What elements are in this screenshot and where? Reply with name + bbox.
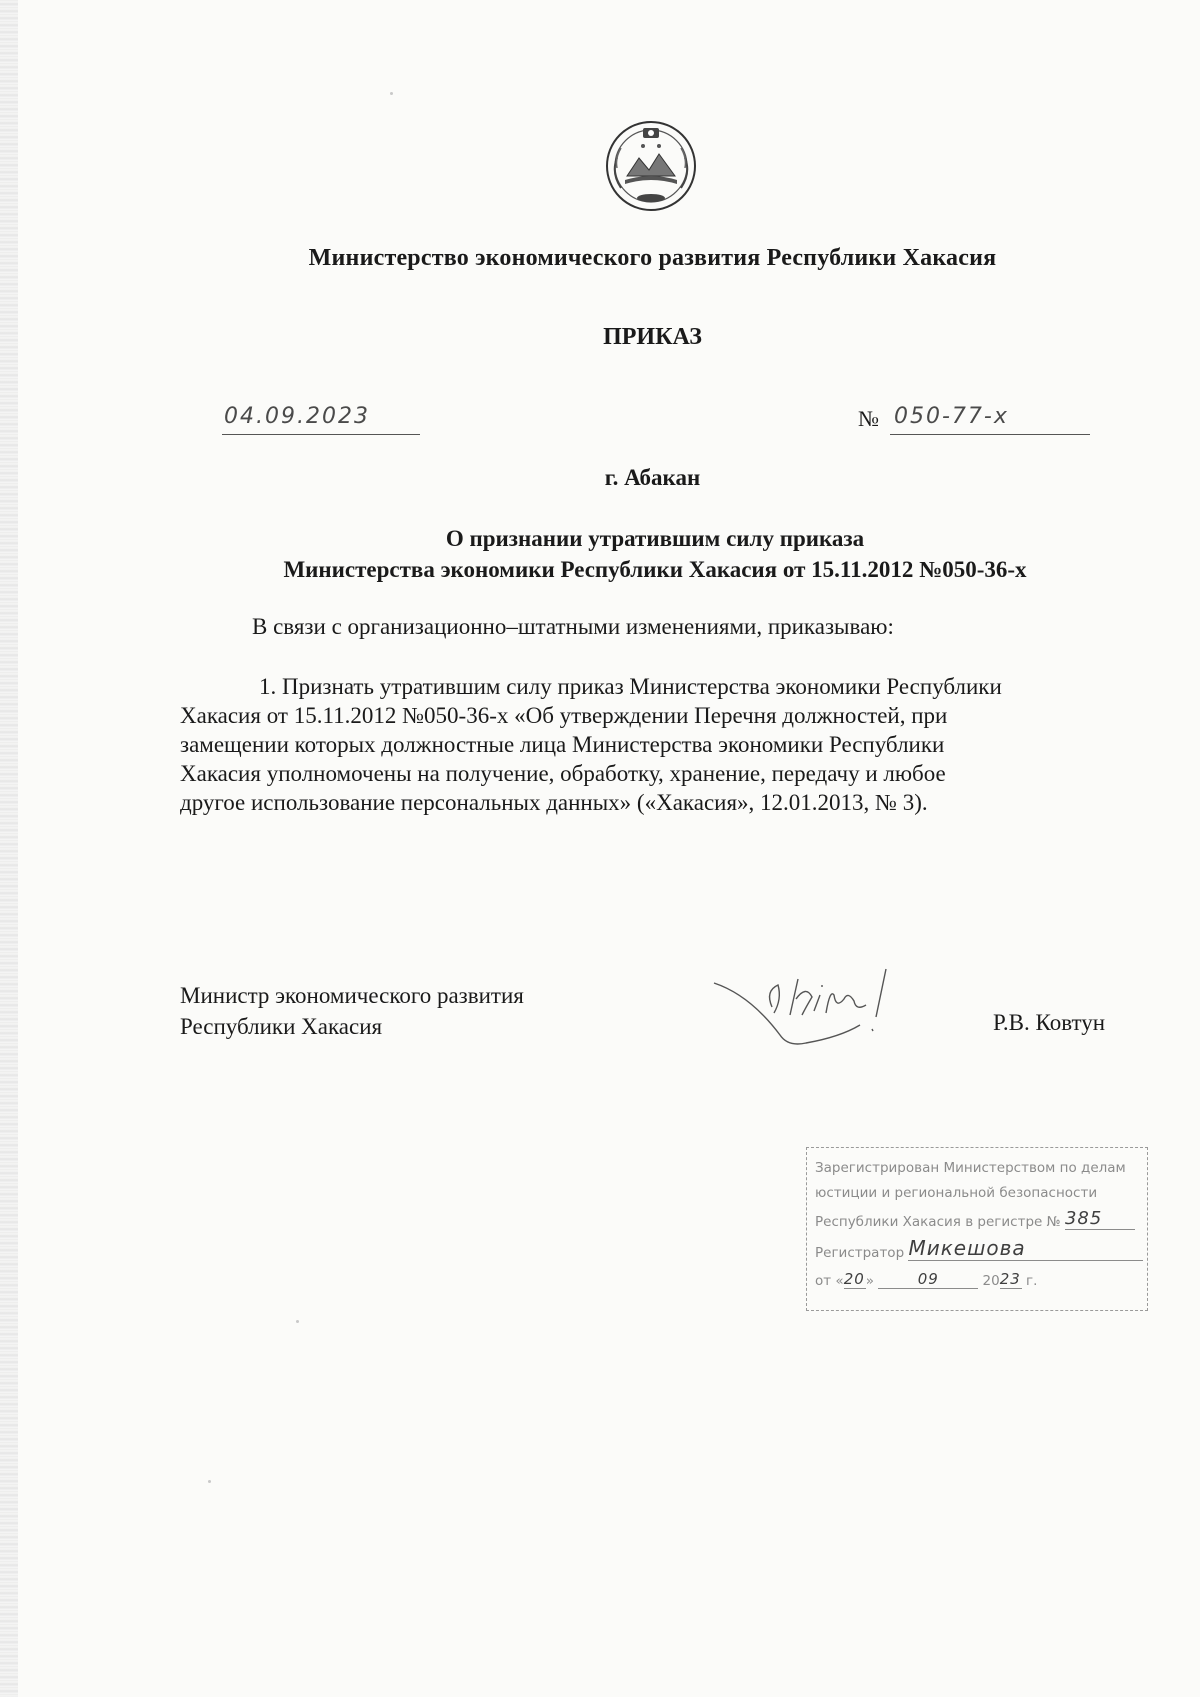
signer-name: Р.В. Ковтун (993, 1010, 1106, 1035)
ministry-name: Министерство экономического развития Республики Хакасия (308, 245, 997, 271)
intro-text: В связи с организационно–штатными изменениями, приказываю: (252, 614, 894, 639)
order-number-handwritten: 050-77-х (894, 404, 1009, 429)
paragraph-line: Хакасия уполномочены на получение, обработку, хранение, передачу и любое (180, 761, 946, 786)
signer-position (180, 980, 524, 1042)
signer-position-line-2: Республики Хакасия (180, 1014, 383, 1039)
stamp-day-field (844, 1270, 866, 1289)
stamp-day-close: » (865, 1273, 874, 1289)
paragraph-line: замещении которых должностные лица Министерства экономики Республики (180, 732, 945, 757)
order-date-handwritten: 04.09.2023 (224, 404, 370, 429)
registration-stamp (806, 1147, 1148, 1311)
stamp-registry-number: 385 (1064, 1208, 1103, 1229)
order-number-prefix: № (858, 406, 879, 431)
city-line: г. Абакан (604, 465, 701, 490)
stamp-month: 09 (917, 1270, 939, 1288)
signer-position-line-1: Министр экономического развития (180, 983, 524, 1008)
coat-of-arms-emblem (603, 118, 699, 214)
stamp-line-4 (815, 1236, 1143, 1261)
stamp-registry-number-field (1065, 1208, 1135, 1230)
stamp-registrar-signature: Микешова (908, 1236, 1026, 1260)
stamp-year-field (1000, 1270, 1022, 1289)
stamp-year: 23 (999, 1270, 1021, 1288)
scan-speck (296, 1320, 299, 1323)
document-type-title: ПРИКАЗ (603, 324, 702, 350)
scan-speck (390, 92, 393, 95)
subject-line-2: Министерства экономики Республики Хакасия от 15.11.2012 №050-36-х (283, 557, 1027, 582)
order-subject (180, 523, 1130, 585)
order-date-field (222, 404, 420, 435)
scan-speck (208, 1480, 211, 1483)
stamp-date-prefix: от « (815, 1273, 844, 1289)
order-number-field (890, 404, 1090, 435)
paragraph-line: Хакасия от 15.11.2012 №050-36-х «Об утверждении Перечня должностей, при (180, 703, 948, 728)
stamp-line-2: юстиции и региональной безопасности (815, 1185, 1098, 1201)
stamp-registrar-field (908, 1236, 1143, 1261)
paragraph-line: другое использование персональных данных» («Хакасия», 12.01.2013, № 3). (180, 790, 928, 815)
stamp-line-1: Зарегистрирован Министерством по делам (815, 1160, 1126, 1176)
stamp-line-5 (815, 1270, 1037, 1289)
handwritten-signature (710, 955, 935, 1060)
stamp-line-3 (815, 1208, 1135, 1230)
order-paragraph-1 (180, 672, 1132, 817)
stamp-month-field (878, 1270, 978, 1289)
stamp-day: 20 (843, 1270, 865, 1288)
subject-line-1: О признании утратившим силу приказа (445, 526, 865, 551)
stamp-year-prefix: 20 (982, 1273, 1000, 1289)
stamp-registrar-label: Регистратор (815, 1245, 905, 1261)
stamp-year-unit: г. (1026, 1273, 1038, 1289)
paragraph-line: 1. Признать утратившим силу приказ Министерства экономики Республики (259, 674, 1002, 699)
stamp-registry-label: Республики Хакасия в регистре № (815, 1214, 1061, 1230)
